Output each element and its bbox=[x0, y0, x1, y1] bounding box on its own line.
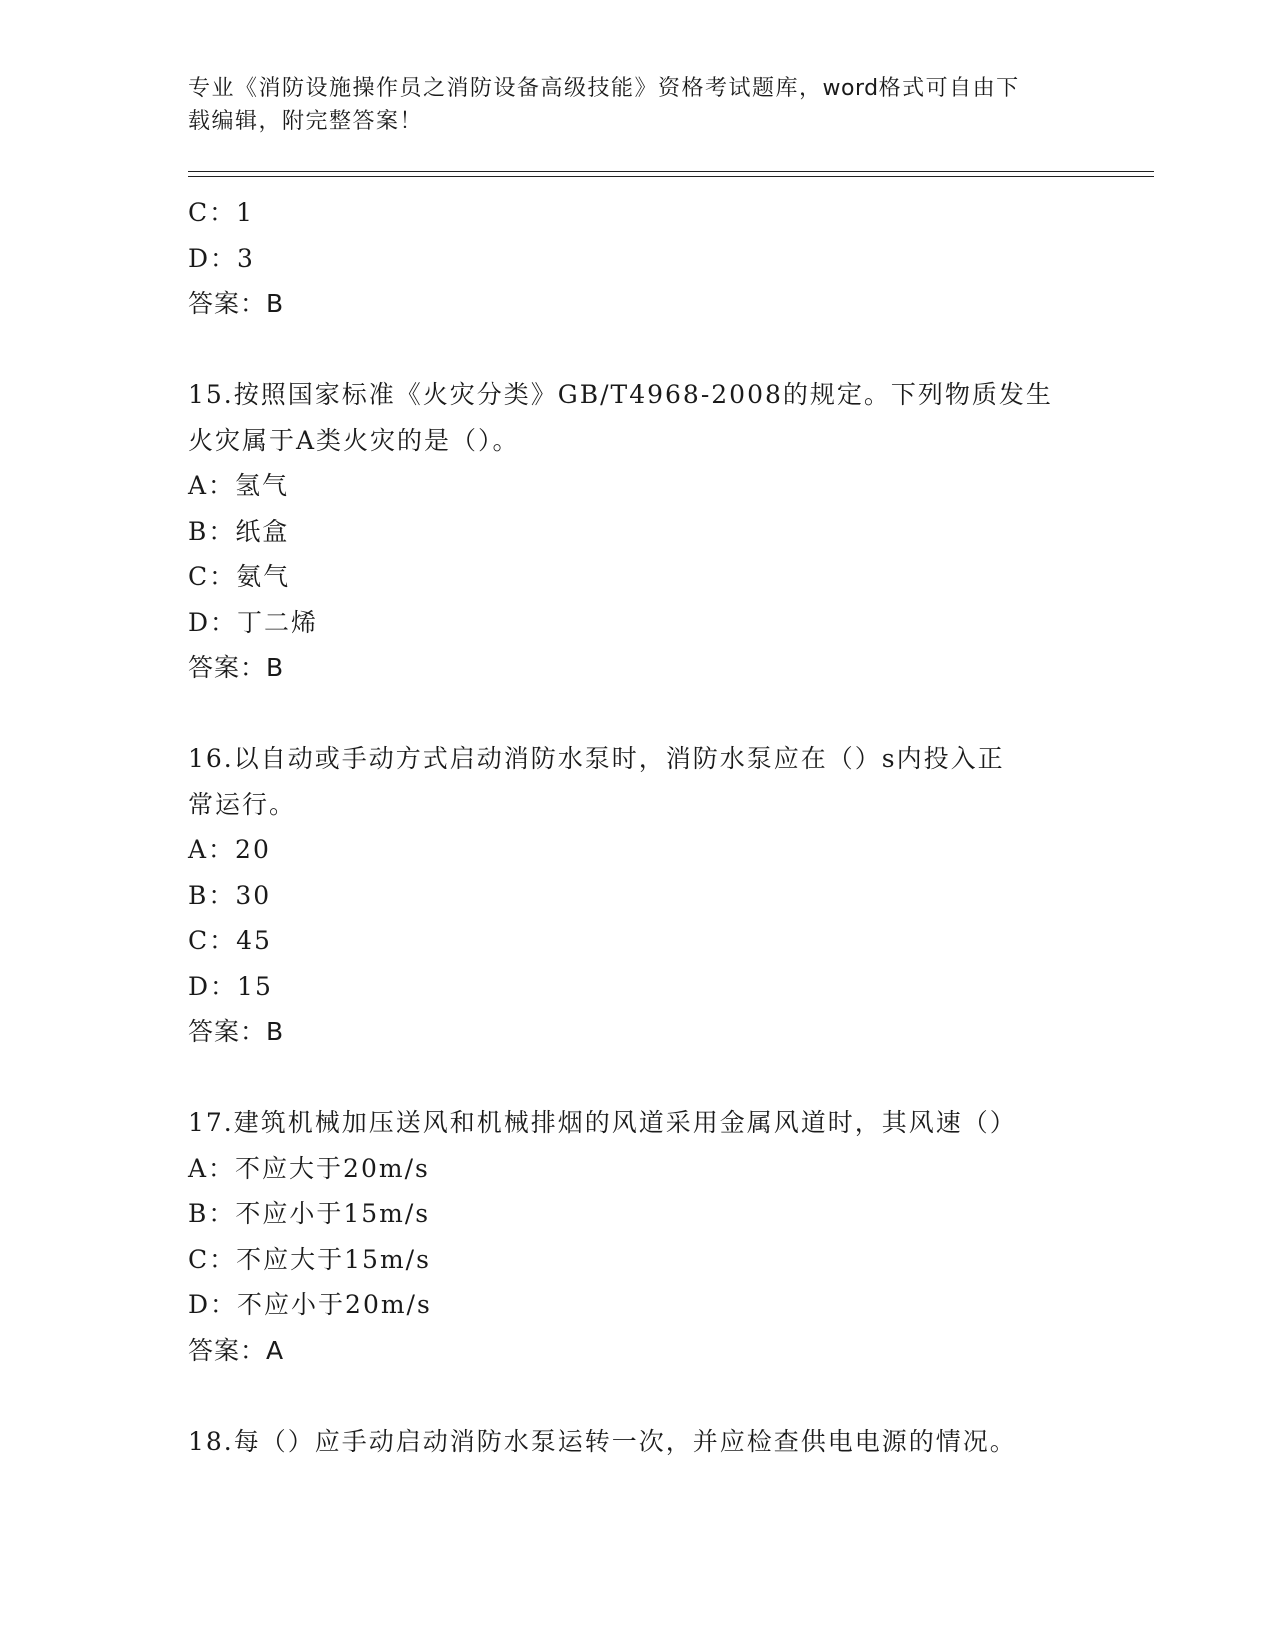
question-stem-line-2: 常运行。 bbox=[188, 789, 297, 819]
option-c: C：不应大于15m/s bbox=[188, 1244, 431, 1274]
option-a: A：氢气 bbox=[188, 471, 290, 500]
question-stem-line-1: 16.以自动或手动方式启动消防水泵时，消防水泵应在（）s内投入正 bbox=[188, 744, 1005, 773]
option-c: C：1 bbox=[188, 198, 255, 227]
spacer bbox=[188, 691, 1088, 737]
question-17 bbox=[188, 1100, 1088, 1373]
answer-line: 答案：B bbox=[188, 1017, 285, 1046]
option-d: D：丁二烯 bbox=[188, 607, 319, 637]
question-partial bbox=[188, 190, 1088, 327]
question-stem-line-2: 火灾属于A类火灾的是（）。 bbox=[188, 425, 520, 455]
question-15 bbox=[188, 372, 1088, 691]
option-c: C：氨气 bbox=[188, 562, 291, 591]
option-b: B：不应小于15m/s bbox=[188, 1199, 431, 1228]
option-b: B：30 bbox=[188, 880, 272, 910]
spacer bbox=[188, 1055, 1088, 1101]
question-18 bbox=[188, 1419, 1088, 1465]
option-c: C：45 bbox=[188, 926, 272, 955]
question-16 bbox=[188, 736, 1088, 1055]
header-text-a: 专业《消防设施操作员之消防设备高级技能》资格考试题库， bbox=[188, 76, 823, 101]
question-stem-line-1: 17.建筑机械加压送风和机械排烟的风道采用金属风道时，其风速（） bbox=[188, 1108, 1017, 1137]
spacer bbox=[188, 327, 1088, 373]
answer-line: 答案：B bbox=[188, 289, 285, 318]
header-line-1 bbox=[188, 72, 1068, 105]
header-rule-bottom bbox=[188, 176, 1154, 177]
question-stem-line-1: 18.每（）应手动启动消防水泵运转一次，并应检查供电电源的情况。 bbox=[188, 1426, 1017, 1456]
option-d: D：3 bbox=[188, 243, 255, 273]
header-text-b: 格式可自由下 bbox=[878, 76, 1020, 101]
question-content bbox=[188, 190, 1088, 1464]
header-word-text: word bbox=[822, 76, 879, 101]
option-a: A：20 bbox=[188, 835, 271, 864]
option-b: B：纸盒 bbox=[188, 516, 290, 546]
option-d: D：不应小于20m/s bbox=[188, 1290, 432, 1319]
answer-line: 答案：A bbox=[188, 1335, 285, 1365]
option-a: A：不应大于20m/s bbox=[188, 1153, 430, 1183]
header-line-2: 载编辑，附完整答案！ bbox=[188, 109, 424, 134]
spacer bbox=[188, 1373, 1088, 1419]
option-d: D：15 bbox=[188, 971, 273, 1001]
question-stem-line-1: 15.按照国家标准《火灾分类》GB/T4968-2008的规定。下列物质发生 bbox=[188, 380, 1053, 409]
header-rule-top bbox=[188, 171, 1154, 172]
answer-line: 答案：B bbox=[188, 653, 285, 682]
document-header bbox=[188, 72, 1068, 138]
